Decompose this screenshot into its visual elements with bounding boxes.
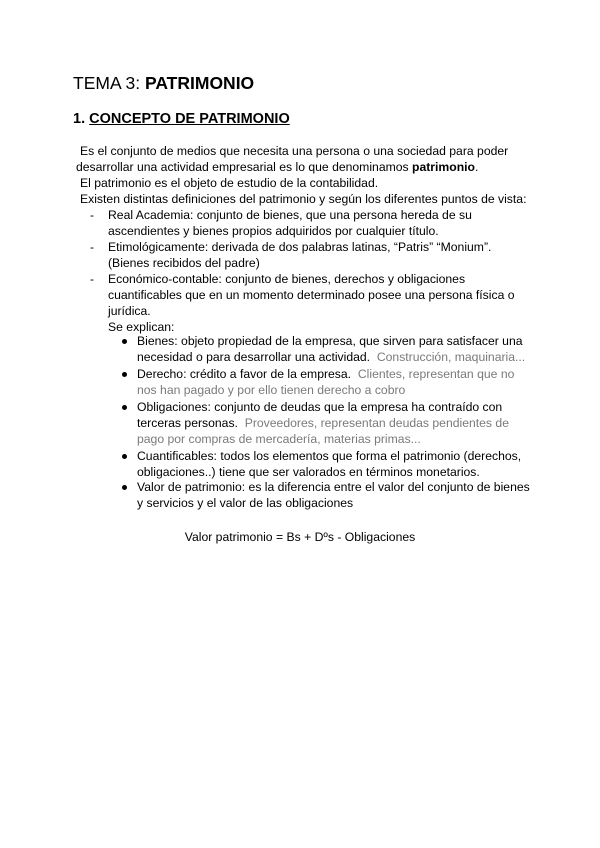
section-number: 1. [73,111,90,127]
valor-line-2: y servicios y el valor de las obligaciones [137,496,354,510]
derecho-example-2: nos han pagado y por ello tienen derecho a cobro [137,383,406,397]
bienes-line-1: Bienes: objeto propiedad de la empresa, que sirven para satisfacer una [137,334,523,348]
bullet-marker [122,485,127,490]
patrimonio-term: patrimonio [412,160,475,174]
cuantificables-line-1: Cuantificables: todos los elementos que forma el patrimonio (derechos, [137,449,522,463]
bullet-marker [122,339,127,344]
intro-line-2-text: desarrollar una actividad empresarial es lo que denominamos [76,160,413,174]
explain-label: Se explican: [108,320,175,334]
section-heading [73,111,290,127]
intro-line-4: Existen distintas definiciones del patrimonio y según los diferentes puntos de vista: [80,192,527,206]
dash-marker: - [90,208,95,222]
definition-etimologica-line-2: (Bienes recibidos del padre) [108,256,260,270]
intro-line-2 [76,159,478,175]
definition-economica-line-2: cuantificables que en un momento determinado posee una persona física o [108,288,515,302]
definition-real-academia-line-1: Real Academia: conjunto de bienes, que una persona hereda de su [108,208,472,222]
derecho-example-1: Clientes, representan que no [357,367,515,381]
derecho-line-1 [137,366,514,382]
definition-economica-line-1: Económico-contable: conjunto de bienes, derechos y obligaciones [108,272,466,286]
intro-line-1: Es el conjunto de medios que necesita una persona o una sociedad para poder [80,144,509,158]
obligaciones-example-2: pago por compras de mercadería, materias primas... [137,432,421,446]
bullet-marker [122,405,127,410]
definition-economica-line-3: jurídica. [108,304,151,318]
bullet-marker [122,454,127,459]
bienes-line-2 [137,349,525,365]
page-title [73,73,254,94]
intro-line-2-end: . [474,160,479,174]
formula: Valor patrimonio = Bs + Dºs - Obligaciones [184,530,416,544]
obligaciones-line-2 [137,415,509,431]
obligaciones-line-2-text: terceras personas. [137,416,238,430]
title-prefix: TEMA 3: [73,73,145,93]
title-main: PATRIMONIO [144,73,255,93]
cuantificables-line-2: obligaciones..) tiene que ser valorados en términos monetarios. [137,465,480,479]
definition-etimologica-line-1: Etimológicamente: derivada de dos palabras latinas, “Patris” “Monium”. [108,240,492,254]
obligaciones-example-1: Proveedores, representan deudas pendientes de [244,416,509,430]
bienes-example: Construcción, maquinaria... [376,350,526,364]
derecho-text: Derecho: crédito a favor de la empresa. [137,367,352,381]
dash-marker: - [90,272,95,286]
bienes-line-2-text: necesidad o para desarrollar una actividad. [137,350,371,364]
obligaciones-line-1: Obligaciones: conjunto de deudas que la empresa ha contraído con [137,400,503,414]
bullet-marker [122,372,127,377]
valor-line-1: Valor de patrimonio: es la diferencia entre el valor del conjunto de bienes [137,480,530,494]
intro-line-3: El patrimonio es el objeto de estudio de la contabilidad. [80,176,379,190]
definition-real-academia-line-2: ascendientes y bienes propios adquiridos por cualquier título. [108,224,439,238]
dash-marker: - [90,240,95,254]
section-title: CONCEPTO DE PATRIMONIO [89,111,290,127]
